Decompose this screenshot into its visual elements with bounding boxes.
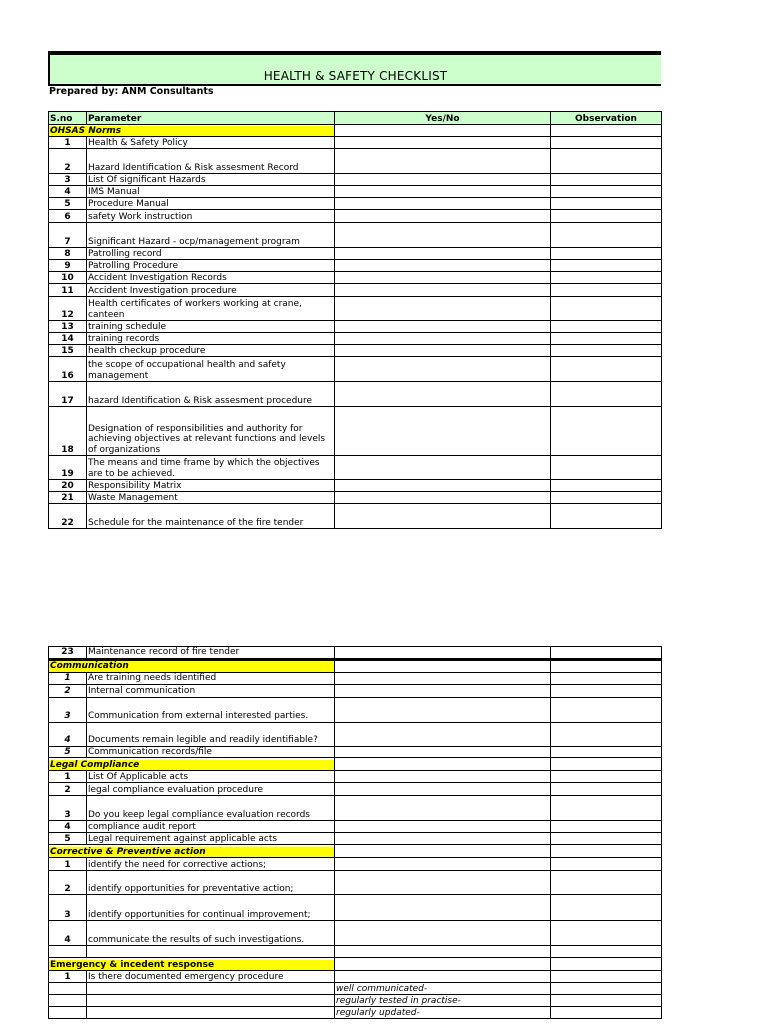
row-sno: 23 <box>49 647 87 660</box>
row-sno: 5 <box>49 746 87 758</box>
cell-observation[interactable] <box>551 845 662 858</box>
cell-yesno[interactable] <box>335 357 551 382</box>
cell-observation[interactable] <box>551 504 662 529</box>
table-row <box>49 407 662 456</box>
cell-yesno[interactable] <box>335 684 551 697</box>
row-sno: 4 <box>49 921 87 946</box>
row-sno: 1 <box>49 137 87 149</box>
section-emergency-label: Emergency & incedent response <box>49 960 334 971</box>
row-sno: 2 <box>49 871 87 895</box>
row-sno: 4 <box>49 722 87 746</box>
header-observation: Observation <box>551 112 662 125</box>
row-parameter: Health & Safety Policy <box>87 137 335 149</box>
cell-observation[interactable] <box>551 684 662 697</box>
cell-yesno[interactable] <box>335 174 551 186</box>
cell-observation[interactable] <box>551 771 662 783</box>
table-row <box>49 382 662 407</box>
row-sno: 6 <box>49 210 87 223</box>
row-parameter: Designation of responsibilities and authority for achieving objectives at relevant functions and levels of organizations <box>87 407 335 456</box>
row-parameter: communicate the results of such investigations. <box>87 921 335 946</box>
table-row <box>49 921 662 946</box>
section-row <box>49 845 662 858</box>
row-parameter <box>87 983 335 995</box>
section-ohsas-label: OHSAS Norms <box>49 126 334 137</box>
table-row <box>49 995 662 1007</box>
cell-observation[interactable] <box>551 333 662 345</box>
cell-observation[interactable] <box>551 297 662 321</box>
table-row <box>49 504 662 529</box>
row-sno: 3 <box>49 174 87 186</box>
section-row <box>49 758 662 771</box>
cell-observation[interactable] <box>551 983 662 995</box>
table-row <box>49 210 662 223</box>
row-sno: 14 <box>49 333 87 345</box>
cell-observation[interactable] <box>551 758 662 771</box>
cell-yesno[interactable] <box>335 284 551 297</box>
row-parameter: Accident Investigation Records <box>87 272 335 284</box>
row-sno: 1 <box>49 672 87 684</box>
cell-observation[interactable] <box>551 284 662 297</box>
cell-yesno[interactable] <box>335 186 551 198</box>
cell-observation[interactable] <box>551 210 662 223</box>
row-parameter: identify opportunities for continual improvement; <box>87 895 335 921</box>
checklist-table-1 <box>48 111 662 529</box>
row-parameter: Health certificates of workers working at crane, canteen <box>87 297 335 321</box>
row-parameter <box>87 1007 335 1019</box>
cell-observation[interactable] <box>551 321 662 333</box>
cell-yesno[interactable] <box>335 272 551 284</box>
row-parameter: List Of significant Hazards <box>87 174 335 186</box>
cell-observation[interactable] <box>551 672 662 684</box>
page-title: HEALTH & SAFETY CHECKLIST <box>263 69 448 83</box>
section-row <box>49 125 662 137</box>
row-sno: 13 <box>49 321 87 333</box>
table-row <box>49 821 662 833</box>
table-row <box>49 946 662 958</box>
cell-observation[interactable] <box>551 125 662 137</box>
cell-yesno[interactable] <box>335 771 551 783</box>
header-sno: S.no <box>49 112 87 125</box>
table-row <box>49 260 662 272</box>
table-row <box>49 456 662 480</box>
table-row <box>49 321 662 333</box>
table-row <box>49 333 662 345</box>
cell-observation[interactable] <box>551 821 662 833</box>
cell-observation[interactable] <box>551 248 662 260</box>
table-row <box>49 345 662 357</box>
table-row <box>49 248 662 260</box>
cell-observation[interactable] <box>551 198 662 210</box>
cell-yesno[interactable] <box>335 971 551 983</box>
table-row <box>49 783 662 796</box>
row-sno: 5 <box>49 833 87 845</box>
cell-observation[interactable] <box>551 921 662 946</box>
section-row <box>49 659 662 672</box>
cell-yesno[interactable] <box>335 871 551 895</box>
cell-yesno[interactable] <box>335 333 551 345</box>
row-parameter: identify the need for corrective actions; <box>87 858 335 871</box>
table-row <box>49 971 662 983</box>
cell-observation[interactable] <box>551 174 662 186</box>
section-ohsas <box>49 125 335 137</box>
cell-yesno[interactable] <box>335 958 551 971</box>
row-parameter <box>87 946 335 958</box>
table-row <box>49 647 662 660</box>
cell-yesno[interactable] <box>335 504 551 529</box>
cell-yesno[interactable] <box>335 492 551 504</box>
row-parameter: IMS Manual <box>87 186 335 198</box>
cell-yesno[interactable] <box>335 845 551 858</box>
cell-yesno[interactable] <box>335 858 551 871</box>
cell-yesno[interactable] <box>335 125 551 137</box>
table-row <box>49 357 662 382</box>
cell-yesno[interactable] <box>335 137 551 149</box>
table-row <box>49 684 662 697</box>
cell-yesno[interactable] <box>335 210 551 223</box>
row-sno: 2 <box>49 684 87 697</box>
row-parameter: Schedule for the maintenance of the fire tender <box>87 504 335 529</box>
cell-yesno[interactable] <box>335 697 551 722</box>
table-row <box>49 1007 662 1019</box>
row-parameter: compliance audit report <box>87 821 335 833</box>
row-sno: 9 <box>49 260 87 272</box>
cell-yesno[interactable] <box>335 297 551 321</box>
row-sno: 11 <box>49 284 87 297</box>
cell-yesno[interactable] <box>335 783 551 796</box>
table-row <box>49 796 662 821</box>
row-sno: 22 <box>49 504 87 529</box>
row-sno: 20 <box>49 480 87 492</box>
cell-yesno[interactable] <box>335 758 551 771</box>
section-communication <box>49 659 335 672</box>
row-parameter: Hazard Identification & Risk assesment Record <box>87 149 335 174</box>
row-parameter: Communication records/file <box>87 746 335 758</box>
row-sno: 15 <box>49 345 87 357</box>
table-row <box>49 480 662 492</box>
header-row <box>49 112 662 125</box>
row-parameter: identify opportunities for preventative action; <box>87 871 335 895</box>
row-sno: 1 <box>49 858 87 871</box>
cell-observation[interactable] <box>551 345 662 357</box>
row-sno: 3 <box>49 796 87 821</box>
row-parameter: Internal communication <box>87 684 335 697</box>
cell-observation[interactable] <box>551 223 662 248</box>
cell-observation[interactable] <box>551 858 662 871</box>
row-sno <box>49 946 87 958</box>
row-sno <box>49 995 87 1007</box>
cell-yesno[interactable] <box>335 672 551 684</box>
row-sno: 2 <box>49 783 87 796</box>
cell-yesno[interactable] <box>335 796 551 821</box>
table-row <box>49 137 662 149</box>
row-sno: 10 <box>49 272 87 284</box>
row-parameter: Documents remain legible and readily identifiable? <box>87 722 335 746</box>
emergency-note: well communicated- <box>335 983 551 995</box>
row-sno <box>49 983 87 995</box>
cell-observation[interactable] <box>551 833 662 845</box>
row-parameter: Do you keep legal compliance evaluation records <box>87 796 335 821</box>
section-corrective-label: Corrective & Preventive action <box>49 847 334 858</box>
section-legal <box>49 758 335 771</box>
prepared-by: Prepared by: ANM Consultants <box>49 86 214 97</box>
table-row <box>49 833 662 845</box>
table-row <box>49 858 662 871</box>
table-row <box>49 492 662 504</box>
title-banner <box>48 51 661 86</box>
row-parameter: training records <box>87 333 335 345</box>
row-parameter: Communication from external interested parties. <box>87 697 335 722</box>
row-parameter: legal compliance evaluation procedure <box>87 783 335 796</box>
section-legal-label: Legal Compliance <box>49 760 334 771</box>
cell-observation[interactable] <box>551 958 662 971</box>
row-sno: 19 <box>49 456 87 480</box>
row-sno <box>49 1007 87 1019</box>
cell-observation[interactable] <box>551 783 662 796</box>
table-row <box>49 297 662 321</box>
cell-observation[interactable] <box>551 272 662 284</box>
cell-observation[interactable] <box>551 697 662 722</box>
cell-yesno[interactable] <box>335 480 551 492</box>
row-parameter: the scope of occupational health and safety management <box>87 357 335 382</box>
cell-yesno[interactable] <box>335 407 551 456</box>
cell-yesno[interactable] <box>335 895 551 921</box>
cell-observation[interactable] <box>551 357 662 382</box>
row-parameter: Legal requirement against applicable acts <box>87 833 335 845</box>
cell-yesno[interactable] <box>335 149 551 174</box>
row-sno: 4 <box>49 821 87 833</box>
section-communication-label: Communication <box>49 661 334 672</box>
cell-yesno[interactable] <box>335 659 551 672</box>
row-sno: 3 <box>49 697 87 722</box>
row-sno: 1 <box>49 771 87 783</box>
header-yesno: Yes/No <box>335 112 551 125</box>
cell-yesno[interactable] <box>335 223 551 248</box>
table-row <box>49 746 662 758</box>
section-row <box>49 958 662 971</box>
row-parameter: Is there documented emergency procedure <box>87 971 335 983</box>
cell-observation[interactable] <box>551 382 662 407</box>
row-sno: 3 <box>49 895 87 921</box>
cell-observation[interactable] <box>551 796 662 821</box>
row-parameter: Accident Investigation procedure <box>87 284 335 297</box>
cell-yesno[interactable] <box>335 921 551 946</box>
cell-yesno[interactable] <box>335 260 551 272</box>
table-row <box>49 198 662 210</box>
cell-observation[interactable] <box>551 946 662 958</box>
row-sno: 17 <box>49 382 87 407</box>
row-sno: 7 <box>49 223 87 248</box>
table-row <box>49 149 662 174</box>
cell-yesno[interactable] <box>335 321 551 333</box>
cell-observation[interactable] <box>551 995 662 1007</box>
table-row <box>49 983 662 995</box>
cell-observation[interactable] <box>551 456 662 480</box>
cell-yesno[interactable] <box>335 382 551 407</box>
row-sno: 1 <box>49 971 87 983</box>
row-parameter: hazard Identification & Risk assesment procedure <box>87 382 335 407</box>
cell-observation[interactable] <box>551 407 662 456</box>
cell-observation[interactable] <box>551 492 662 504</box>
cell-observation[interactable] <box>551 659 662 672</box>
cell-yesno[interactable] <box>335 248 551 260</box>
row-parameter: Procedure Manual <box>87 198 335 210</box>
cell-yesno[interactable] <box>335 833 551 845</box>
row-parameter: training schedule <box>87 321 335 333</box>
cell-observation[interactable] <box>551 149 662 174</box>
row-parameter: Are training needs identified <box>87 672 335 684</box>
table-row <box>49 672 662 684</box>
row-parameter: Significant Hazard - ocp/management program <box>87 223 335 248</box>
cell-observation[interactable] <box>551 722 662 746</box>
row-sno: 18 <box>49 407 87 456</box>
table-row <box>49 722 662 746</box>
cell-observation[interactable] <box>551 480 662 492</box>
cell-observation[interactable] <box>551 260 662 272</box>
row-parameter: Patrolling Procedure <box>87 260 335 272</box>
table-row <box>49 174 662 186</box>
cell-yesno[interactable] <box>335 722 551 746</box>
cell-observation[interactable] <box>551 746 662 758</box>
row-parameter: safety Work instruction <box>87 210 335 223</box>
row-parameter: The means and time frame by which the objectives are to be achieved. <box>87 456 335 480</box>
table-row <box>49 871 662 895</box>
table-row <box>49 186 662 198</box>
cell-observation[interactable] <box>551 1007 662 1019</box>
table-row <box>49 272 662 284</box>
section-corrective <box>49 845 335 858</box>
cell-observation[interactable] <box>551 137 662 149</box>
cell-yesno[interactable] <box>335 946 551 958</box>
cell-observation[interactable] <box>551 186 662 198</box>
emergency-note: regularly tested in practise- <box>335 995 551 1007</box>
row-parameter: Waste Management <box>87 492 335 504</box>
row-parameter: Patrolling record <box>87 248 335 260</box>
row-sno: 12 <box>49 297 87 321</box>
cell-observation[interactable] <box>551 895 662 921</box>
cell-yesno[interactable] <box>335 746 551 758</box>
checklist-table-2 <box>48 646 662 1019</box>
table-row <box>49 284 662 297</box>
header-parameter: Parameter <box>87 112 335 125</box>
row-sno: 21 <box>49 492 87 504</box>
row-parameter <box>87 995 335 1007</box>
row-parameter: Responsibility Matrix <box>87 480 335 492</box>
emergency-note: regularly updated- <box>335 1007 551 1019</box>
row-parameter: health checkup procedure <box>87 345 335 357</box>
cell-observation[interactable] <box>551 647 662 660</box>
cell-observation[interactable] <box>551 971 662 983</box>
row-parameter: Maintenance record of fire tender <box>87 647 335 660</box>
row-sno: 2 <box>49 149 87 174</box>
table-row <box>49 697 662 722</box>
cell-yesno[interactable] <box>335 456 551 480</box>
cell-yesno[interactable] <box>335 821 551 833</box>
table-row <box>49 895 662 921</box>
row-sno: 4 <box>49 186 87 198</box>
table-row <box>49 223 662 248</box>
row-sno: 5 <box>49 198 87 210</box>
row-sno: 16 <box>49 357 87 382</box>
cell-yesno[interactable] <box>335 198 551 210</box>
row-parameter: List Of Applicable acts <box>87 771 335 783</box>
cell-observation[interactable] <box>551 871 662 895</box>
cell-yesno[interactable] <box>335 345 551 357</box>
table-row <box>49 771 662 783</box>
cell-yesno[interactable] <box>335 647 551 660</box>
section-emergency <box>49 958 335 971</box>
row-sno: 8 <box>49 248 87 260</box>
